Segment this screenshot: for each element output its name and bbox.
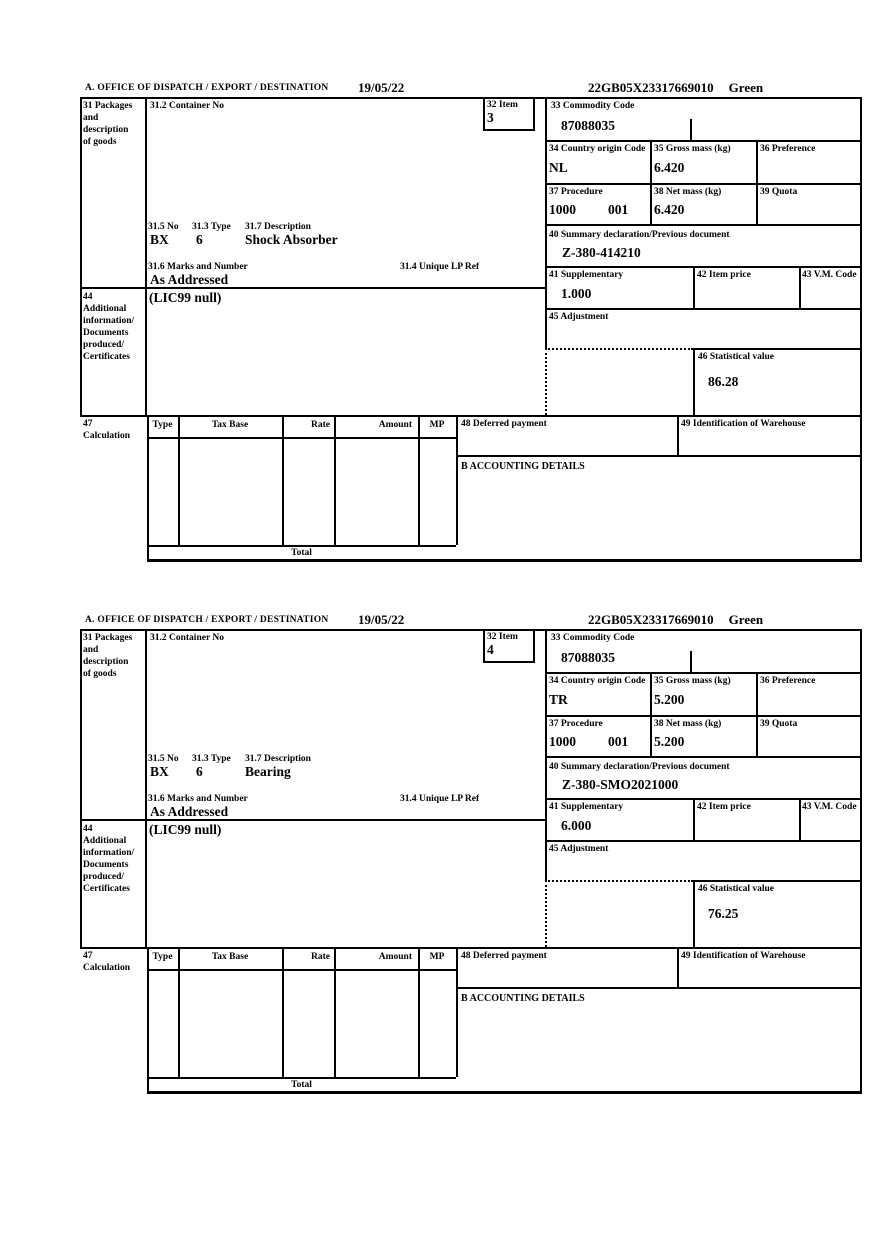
description-label: 31.7 Description <box>245 754 311 764</box>
gross-mass-value: 6.420 <box>654 160 685 175</box>
divider <box>80 287 545 289</box>
marks-label: 31.6 Marks and Number <box>148 262 248 272</box>
divider <box>799 798 801 840</box>
calc-col-amount: Amount <box>378 420 412 430</box>
item-number-value: 3 <box>487 110 494 125</box>
dispatch-office-heading: A. OFFICE OF DISPATCH / EXPORT / DESTINATION <box>85 83 329 93</box>
additional-information-value: (LIC99 null) <box>149 822 222 837</box>
divider <box>147 1091 862 1094</box>
divider <box>799 266 801 308</box>
dotted-divider <box>545 880 693 882</box>
packages-no-label: 31.5 No <box>148 222 179 232</box>
divider <box>690 651 692 672</box>
divider <box>545 756 862 758</box>
box31-label: 31 Packages and description of goods <box>83 101 133 147</box>
divider <box>334 947 336 1077</box>
procedure-value: 1000 <box>549 734 576 749</box>
divider <box>456 455 862 457</box>
additional-information-value: (LIC99 null) <box>149 290 222 305</box>
net-mass-value: 5.200 <box>654 734 685 749</box>
item-label: 32 Item <box>487 100 518 110</box>
box47-label: 47 Calculation <box>83 951 130 973</box>
vm-code-label: 43 V.M. Code <box>802 802 857 812</box>
divider <box>418 947 420 1077</box>
declaration-reference <box>588 612 763 628</box>
dispatch-office-heading: A. OFFICE OF DISPATCH / EXPORT / DESTINATION <box>85 615 329 625</box>
total-label: Total <box>291 548 312 558</box>
packages-type-value: 6 <box>196 764 203 779</box>
country-origin-value: TR <box>549 692 568 707</box>
supplementary-label: 41 Supplementary <box>549 270 624 280</box>
divider <box>545 672 862 674</box>
declaration-item-form-2 <box>80 612 862 1095</box>
divider <box>650 183 652 224</box>
divider <box>756 140 758 183</box>
divider <box>545 629 547 880</box>
divider <box>418 415 420 545</box>
divider <box>756 715 758 756</box>
dotted-divider <box>545 880 547 947</box>
calc-col-type: Type <box>152 420 173 430</box>
net-mass-label: 38 Net mass (kg) <box>654 187 722 197</box>
unique-lp-ref-label: 31.4 Unique LP Ref <box>400 262 480 272</box>
calc-col-type: Type <box>152 952 173 962</box>
packages-type-label: 31.3 Type <box>192 754 231 764</box>
item-label: 32 Item <box>487 632 518 642</box>
statistical-value-label: 46 Statistical value <box>698 352 774 362</box>
calc-col-mp: MP <box>429 420 445 430</box>
divider <box>80 629 862 631</box>
divider <box>80 97 862 99</box>
calc-col-rate: Rate <box>311 420 330 430</box>
dotted-divider <box>545 348 693 350</box>
procedure-label: 37 Procedure <box>549 187 603 197</box>
divider <box>545 140 862 142</box>
divider <box>80 819 545 821</box>
goods-description-value: Shock Absorber <box>245 232 338 247</box>
packages-type-label: 31.3 Type <box>192 222 231 232</box>
box31-label: 31 Packages and description of goods <box>83 633 133 679</box>
divider <box>456 415 458 545</box>
calc-col-mp: MP <box>429 952 445 962</box>
divider <box>80 97 82 415</box>
divider <box>650 715 652 756</box>
mrn-value: 22GB05X23317669010 <box>588 80 714 95</box>
divider <box>650 672 652 715</box>
date-value: 19/05/22 <box>358 80 405 95</box>
statistical-value-value: 76.25 <box>708 906 739 921</box>
box44-label: 44 Additional information/ Documents produced/ Certificates <box>83 292 135 362</box>
country-origin-label: 34 Country origin Code <box>549 144 646 154</box>
packages-no-label: 31.5 No <box>148 754 179 764</box>
vm-code-label: 43 V.M. Code <box>802 270 857 280</box>
commodity-code-label: 33 Commodity Code <box>551 101 635 111</box>
divider <box>545 798 862 800</box>
procedure-value: 1000 <box>549 202 576 217</box>
divider <box>178 947 180 1077</box>
divider <box>456 987 862 989</box>
box47-label: 47 Calculation <box>83 419 130 441</box>
warehouse-id-label: 49 Identification of Warehouse <box>681 419 806 429</box>
adjustment-label: 45 Adjustment <box>549 844 609 854</box>
divider <box>860 629 862 1091</box>
divider <box>545 224 862 226</box>
divider <box>545 308 862 310</box>
box44-label: 44 Additional information/ Documents produced/ Certificates <box>83 824 135 894</box>
procedure-qualifier-value: 001 <box>608 202 629 217</box>
previous-document-value: Z-380-414210 <box>562 245 641 260</box>
divider <box>178 415 180 545</box>
divider <box>545 183 862 185</box>
previous-document-label: 40 Summary declaration/Previous document <box>549 230 730 240</box>
country-origin-value: NL <box>549 160 568 175</box>
goods-description-value: Bearing <box>245 764 291 779</box>
procedure-label: 37 Procedure <box>549 719 603 729</box>
calc-col-rate: Rate <box>311 952 330 962</box>
total-label: Total <box>291 1080 312 1090</box>
marks-label: 31.6 Marks and Number <box>148 794 248 804</box>
route-status: Green <box>728 80 764 95</box>
preference-label: 36 Preference <box>760 144 816 154</box>
packages-no-value: BX <box>150 764 169 779</box>
calc-col-amount: Amount <box>378 952 412 962</box>
previous-document-label: 40 Summary declaration/Previous document <box>549 762 730 772</box>
unique-lp-ref-label: 31.4 Unique LP Ref <box>400 794 480 804</box>
divider <box>147 437 456 439</box>
divider <box>80 629 82 947</box>
divider <box>545 840 862 842</box>
divider <box>80 947 862 949</box>
warehouse-id-label: 49 Identification of Warehouse <box>681 951 806 961</box>
commodity-code-value: 87088035 <box>561 650 615 665</box>
divider <box>677 415 679 455</box>
divider <box>693 798 695 840</box>
divider <box>334 415 336 545</box>
dotted-divider <box>545 348 547 415</box>
divider <box>693 266 695 308</box>
item-price-label: 42 Item price <box>697 802 751 812</box>
accounting-details-heading: B ACCOUNTING DETAILS <box>461 993 585 1004</box>
divider <box>545 97 547 348</box>
supplementary-label: 41 Supplementary <box>549 802 624 812</box>
gross-mass-value: 5.200 <box>654 692 685 707</box>
calc-col-tax-base: Tax Base <box>211 952 249 962</box>
date-value: 19/05/22 <box>358 612 405 627</box>
quota-label: 39 Quota <box>760 187 798 197</box>
divider <box>456 947 458 1077</box>
container-no-label: 31.2 Container No <box>150 633 224 643</box>
divider <box>282 415 284 545</box>
gross-mass-label: 35 Gross mass (kg) <box>654 144 731 154</box>
divider <box>545 715 862 717</box>
divider <box>545 266 862 268</box>
divider <box>282 947 284 1077</box>
divider <box>650 140 652 183</box>
packages-type-value: 6 <box>196 232 203 247</box>
country-origin-label: 34 Country origin Code <box>549 676 646 686</box>
previous-document-value: Z-380-SMO2021000 <box>562 777 679 792</box>
quota-label: 39 Quota <box>760 719 798 729</box>
route-status: Green <box>728 612 764 627</box>
description-label: 31.7 Description <box>245 222 311 232</box>
statistical-value-label: 46 Statistical value <box>698 884 774 894</box>
divider <box>145 629 147 947</box>
statistical-value-value: 86.28 <box>708 374 739 389</box>
adjustment-label: 45 Adjustment <box>549 312 609 322</box>
net-mass-label: 38 Net mass (kg) <box>654 719 722 729</box>
divider <box>677 947 679 987</box>
divider <box>756 183 758 224</box>
calc-col-tax-base: Tax Base <box>211 420 249 430</box>
divider <box>756 672 758 715</box>
deferred-payment-label: 48 Deferred payment <box>461 419 547 429</box>
divider <box>147 969 456 971</box>
marks-value: As Addressed <box>150 804 229 819</box>
marks-value: As Addressed <box>150 272 229 287</box>
accounting-details-heading: B ACCOUNTING DETAILS <box>461 461 585 472</box>
container-no-label: 31.2 Container No <box>150 101 224 111</box>
item-number-value: 4 <box>487 642 494 657</box>
divider <box>145 97 147 415</box>
divider <box>80 415 862 417</box>
divider <box>147 559 862 562</box>
divider <box>690 119 692 140</box>
net-mass-value: 6.420 <box>654 202 685 217</box>
divider <box>860 97 862 559</box>
commodity-code-value: 87088035 <box>561 118 615 133</box>
supplementary-value: 1.000 <box>561 286 592 301</box>
procedure-qualifier-value: 001 <box>608 734 629 749</box>
item-price-label: 42 Item price <box>697 270 751 280</box>
commodity-code-label: 33 Commodity Code <box>551 633 635 643</box>
preference-label: 36 Preference <box>760 676 816 686</box>
gross-mass-label: 35 Gross mass (kg) <box>654 676 731 686</box>
mrn-value: 22GB05X23317669010 <box>588 612 714 627</box>
packages-no-value: BX <box>150 232 169 247</box>
declaration-item-form-1 <box>80 80 862 563</box>
deferred-payment-label: 48 Deferred payment <box>461 951 547 961</box>
declaration-reference <box>588 80 763 96</box>
supplementary-value: 6.000 <box>561 818 592 833</box>
